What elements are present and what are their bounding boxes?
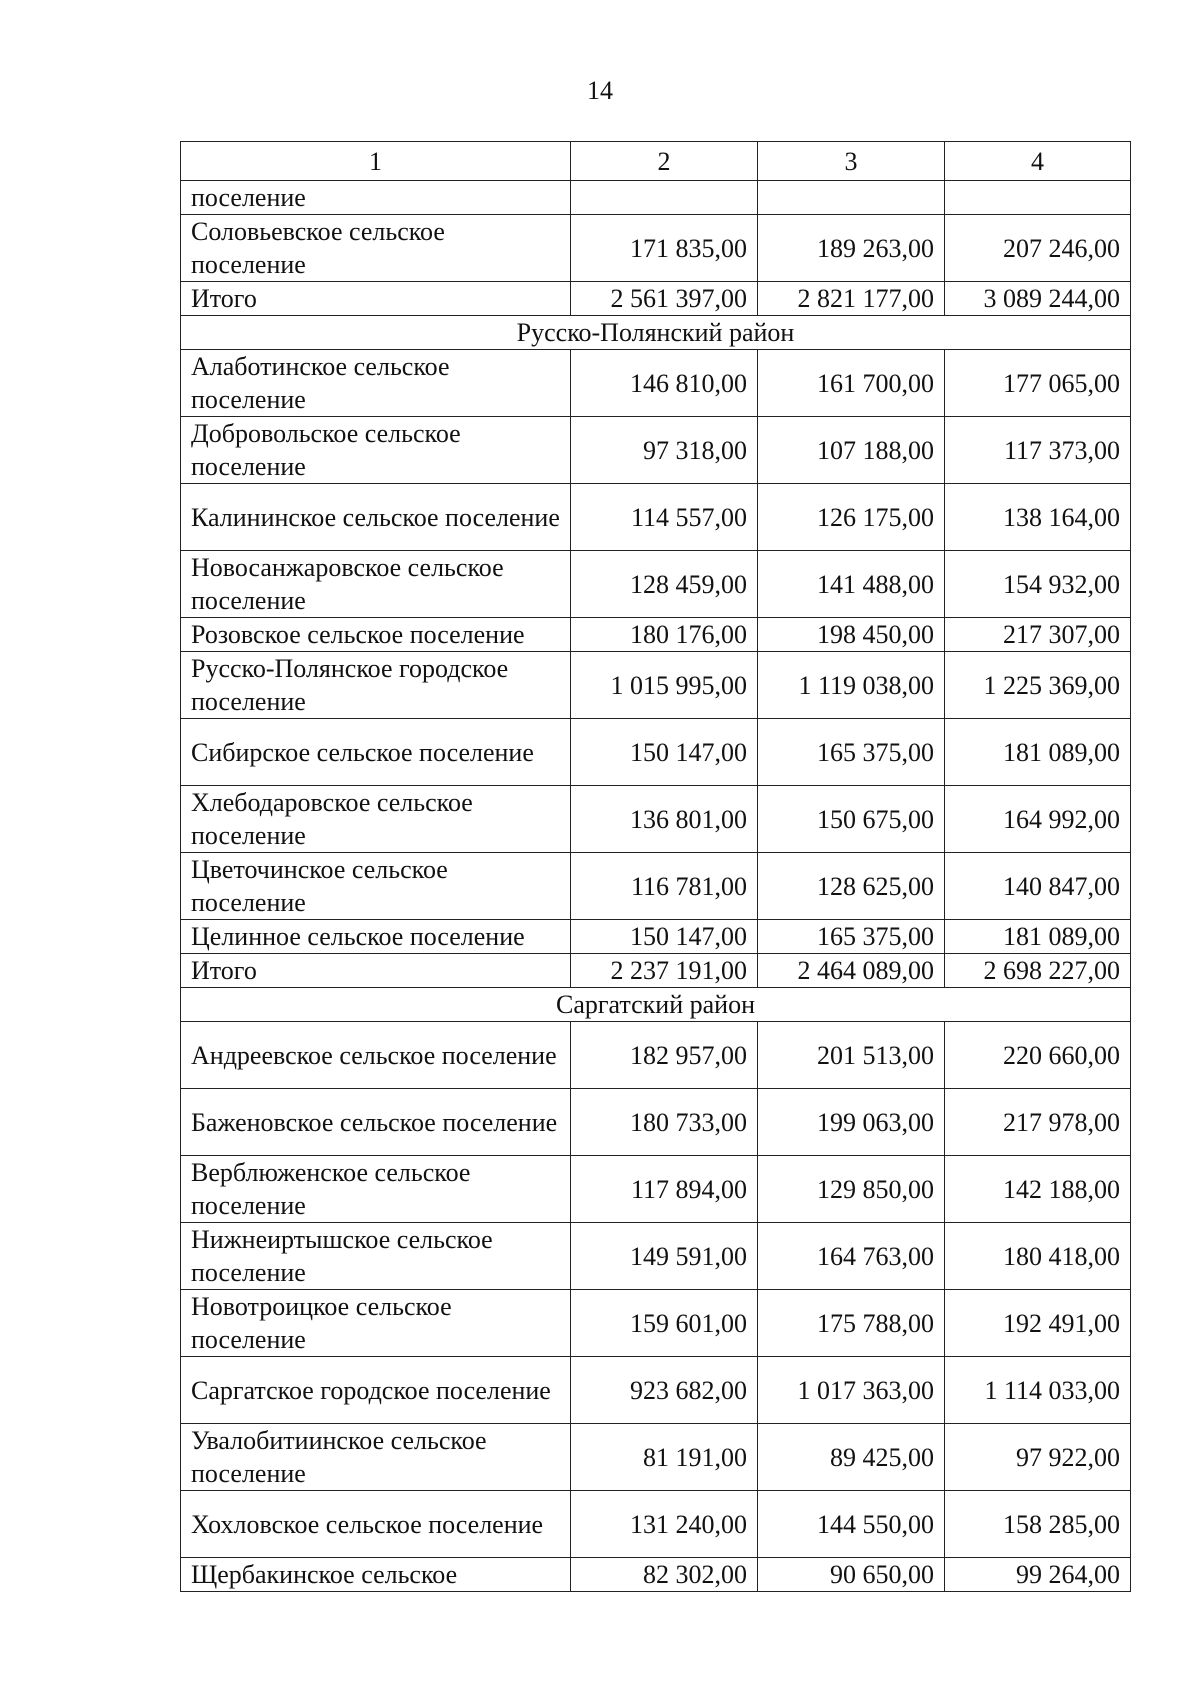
value-col-3: 175 788,00 xyxy=(758,1290,945,1357)
value-col-4: 158 285,00 xyxy=(945,1491,1131,1558)
value-col-4: 180 418,00 xyxy=(945,1223,1131,1290)
value-col-2: 131 240,00 xyxy=(571,1491,758,1558)
settlement-name: Новотроицкое сельское поселение xyxy=(181,1290,571,1357)
value-col-4: 192 491,00 xyxy=(945,1290,1131,1357)
value-col-3: 129 850,00 xyxy=(758,1156,945,1223)
value-col-2: 128 459,00 xyxy=(571,551,758,618)
value-col-3: 90 650,00 xyxy=(758,1558,945,1592)
settlement-name: Щербакинское сельское xyxy=(181,1558,571,1592)
table-row xyxy=(181,484,1131,551)
value-col-3: 1 017 363,00 xyxy=(758,1357,945,1424)
table-row xyxy=(181,786,1131,853)
table-row xyxy=(181,1089,1131,1156)
value-col-2: 159 601,00 xyxy=(571,1290,758,1357)
value-col-4: 164 992,00 xyxy=(945,786,1131,853)
value-col-3: 189 263,00 xyxy=(758,215,945,282)
column-header-2: 2 xyxy=(571,142,758,181)
value-col-2: 81 191,00 xyxy=(571,1424,758,1491)
column-header-1: 1 xyxy=(181,142,571,181)
value-col-3: 164 763,00 xyxy=(758,1223,945,1290)
settlement-name: Сибирское сельское поселение xyxy=(181,719,571,786)
value-col-3: 198 450,00 xyxy=(758,618,945,652)
value-col-4: 220 660,00 xyxy=(945,1022,1131,1089)
value-col-2: 117 894,00 xyxy=(571,1156,758,1223)
value-col-2: 150 147,00 xyxy=(571,920,758,954)
total-row xyxy=(181,954,1131,988)
table-row xyxy=(181,1558,1131,1592)
value-col-3: 126 175,00 xyxy=(758,484,945,551)
table-row xyxy=(181,1491,1131,1558)
settlement-name: Нижнеиртышское сельское поселение xyxy=(181,1223,571,1290)
value-col-2: 923 682,00 xyxy=(571,1357,758,1424)
value-col-4: 217 307,00 xyxy=(945,618,1131,652)
settlement-name: Андреевское сельское поселение xyxy=(181,1022,571,1089)
settlement-name: Цветочинское сельское поселение xyxy=(181,853,571,920)
value-col-3: 2 464 089,00 xyxy=(758,954,945,988)
district-name: Русско-Полянский район xyxy=(181,316,1131,350)
value-col-2: 182 957,00 xyxy=(571,1022,758,1089)
value-col-4: 1 225 369,00 xyxy=(945,652,1131,719)
value-col-2: 136 801,00 xyxy=(571,786,758,853)
table-row xyxy=(181,1424,1131,1491)
value-col-2: 150 147,00 xyxy=(571,719,758,786)
value-col-4: 117 373,00 xyxy=(945,417,1131,484)
settlement-name: Саргатское городское поселение xyxy=(181,1357,571,1424)
table-header-row xyxy=(181,142,1131,181)
table-row xyxy=(181,1290,1131,1357)
value-col-4: 99 264,00 xyxy=(945,1558,1131,1592)
settlement-name: Калининское сельское поселение xyxy=(181,484,571,551)
value-col-4: 142 188,00 xyxy=(945,1156,1131,1223)
value-col-3: 161 700,00 xyxy=(758,350,945,417)
table-row xyxy=(181,618,1131,652)
value-col-3: 2 821 177,00 xyxy=(758,282,945,316)
table-row xyxy=(181,1223,1131,1290)
table-row xyxy=(181,181,1131,215)
value-col-2: 82 302,00 xyxy=(571,1558,758,1592)
settlement-name: Новосанжаровское сельское поселение xyxy=(181,551,571,618)
value-col-3: 199 063,00 xyxy=(758,1089,945,1156)
value-col-2: 180 176,00 xyxy=(571,618,758,652)
settlement-name: Хохловское сельское поселение xyxy=(181,1491,571,1558)
settlement-name: Соловьевское сельское поселение xyxy=(181,215,571,282)
value-col-2: 116 781,00 xyxy=(571,853,758,920)
table-row xyxy=(181,350,1131,417)
value-col-2: 171 835,00 xyxy=(571,215,758,282)
settlement-name: Увалобитиинское сельское поселение xyxy=(181,1424,571,1491)
value-col-3: 165 375,00 xyxy=(758,920,945,954)
district-heading-row xyxy=(181,316,1131,350)
value-col-4: 140 847,00 xyxy=(945,853,1131,920)
table-row xyxy=(181,215,1131,282)
value-col-4: 3 089 244,00 xyxy=(945,282,1131,316)
table-row xyxy=(181,1156,1131,1223)
value-col-4: 207 246,00 xyxy=(945,215,1131,282)
column-header-3: 3 xyxy=(758,142,945,181)
settlement-name: Русско-Полянское городское поселение xyxy=(181,652,571,719)
district-name: Саргатский район xyxy=(181,988,1131,1022)
value-col-3: 89 425,00 xyxy=(758,1424,945,1491)
value-col-2 xyxy=(571,181,758,215)
value-col-4: 217 978,00 xyxy=(945,1089,1131,1156)
value-col-4: 2 698 227,00 xyxy=(945,954,1131,988)
settlement-name: Алаботинское сельское поселение xyxy=(181,350,571,417)
table-row xyxy=(181,920,1131,954)
district-heading-row xyxy=(181,988,1131,1022)
total-row xyxy=(181,282,1131,316)
settlement-name: Добровольское сельское поселение xyxy=(181,417,571,484)
page-number: 14 xyxy=(587,76,613,105)
settlement-name: Целинное сельское поселение xyxy=(181,920,571,954)
value-col-3 xyxy=(758,181,945,215)
settlement-name: Розовское сельское поселение xyxy=(181,618,571,652)
value-col-3: 1 119 038,00 xyxy=(758,652,945,719)
value-col-2: 2 237 191,00 xyxy=(571,954,758,988)
table-row xyxy=(181,853,1131,920)
settlement-name: Баженовское сельское поселение xyxy=(181,1089,571,1156)
settlement-name: Хлебодаровское сельское поселение xyxy=(181,786,571,853)
value-col-4 xyxy=(945,181,1131,215)
value-col-2: 180 733,00 xyxy=(571,1089,758,1156)
value-col-3: 144 550,00 xyxy=(758,1491,945,1558)
value-col-4: 154 932,00 xyxy=(945,551,1131,618)
value-col-3: 201 513,00 xyxy=(758,1022,945,1089)
value-col-2: 97 318,00 xyxy=(571,417,758,484)
value-col-4: 177 065,00 xyxy=(945,350,1131,417)
value-col-2: 149 591,00 xyxy=(571,1223,758,1290)
value-col-4: 181 089,00 xyxy=(945,719,1131,786)
table-row xyxy=(181,1357,1131,1424)
value-col-3: 107 188,00 xyxy=(758,417,945,484)
value-col-3: 141 488,00 xyxy=(758,551,945,618)
total-label: Итого xyxy=(181,282,571,316)
value-col-3: 165 375,00 xyxy=(758,719,945,786)
value-col-4: 138 164,00 xyxy=(945,484,1131,551)
settlement-name: Верблюженское сельское поселение xyxy=(181,1156,571,1223)
table-row xyxy=(181,652,1131,719)
table-row xyxy=(181,417,1131,484)
value-col-4: 181 089,00 xyxy=(945,920,1131,954)
table-row xyxy=(181,719,1131,786)
value-col-2: 146 810,00 xyxy=(571,350,758,417)
value-col-2: 2 561 397,00 xyxy=(571,282,758,316)
value-col-2: 114 557,00 xyxy=(571,484,758,551)
table-row xyxy=(181,1022,1131,1089)
value-col-4: 1 114 033,00 xyxy=(945,1357,1131,1424)
value-col-3: 128 625,00 xyxy=(758,853,945,920)
column-header-4: 4 xyxy=(945,142,1131,181)
value-col-2: 1 015 995,00 xyxy=(571,652,758,719)
settlement-name: поселение xyxy=(181,181,571,215)
value-col-3: 150 675,00 xyxy=(758,786,945,853)
budget-table xyxy=(180,141,1131,1592)
total-label: Итого xyxy=(181,954,571,988)
value-col-4: 97 922,00 xyxy=(945,1424,1131,1491)
table-row xyxy=(181,551,1131,618)
